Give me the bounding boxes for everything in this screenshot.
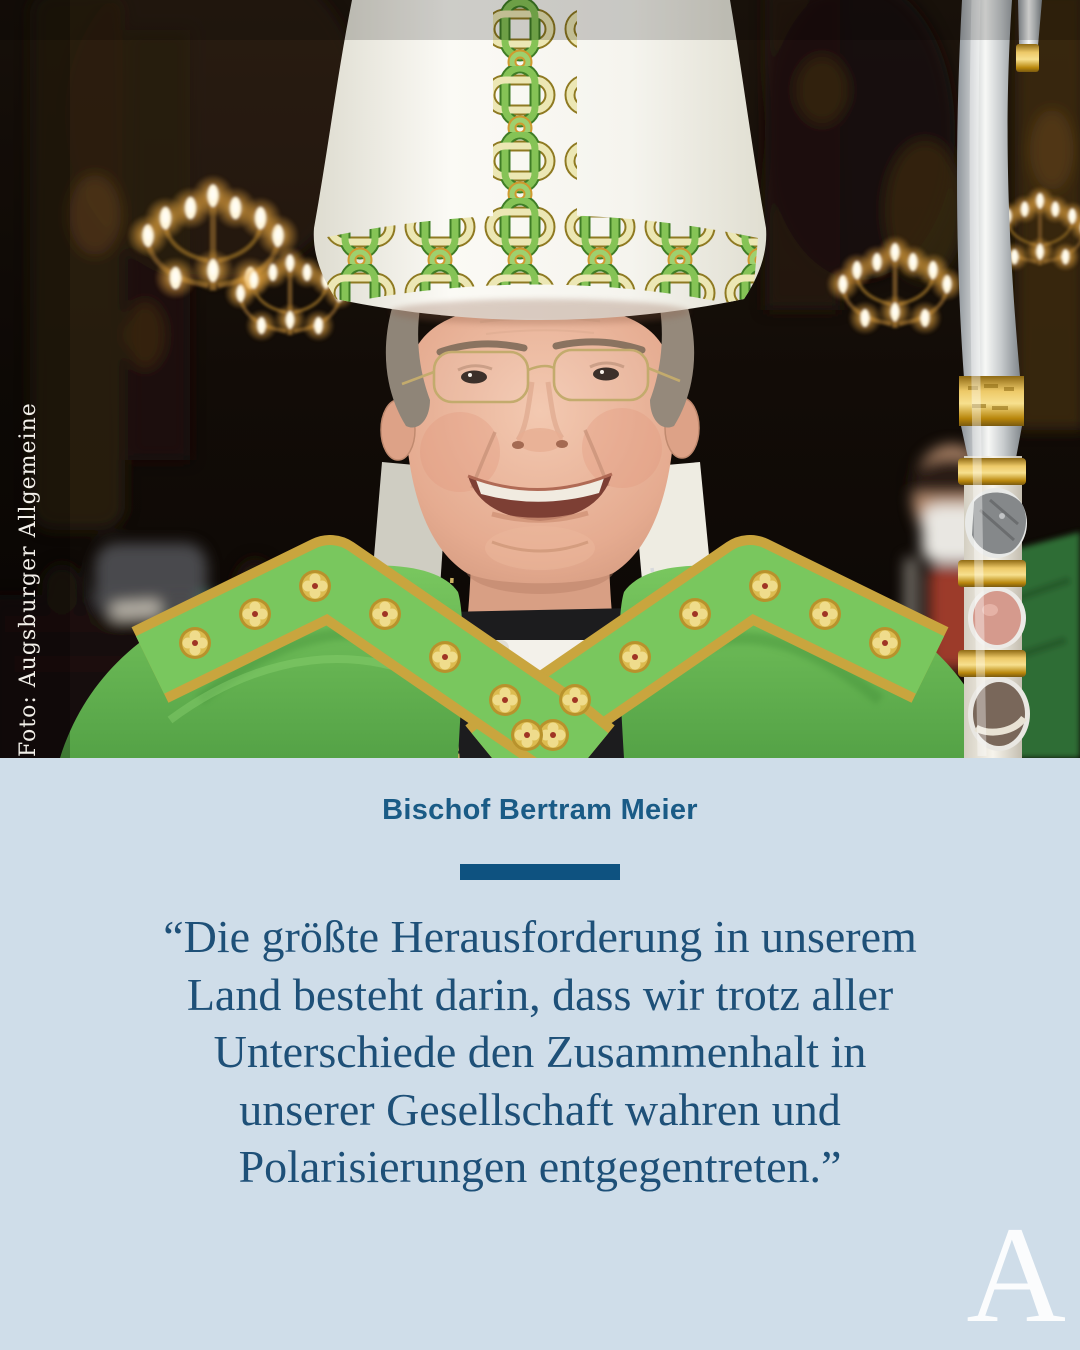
crosier-engraved-band: [959, 376, 1024, 426]
brand-logo-a: A: [966, 1198, 1066, 1350]
nose: [517, 428, 563, 452]
quote-line: Polarisierungen entgegentreten.”: [238, 1141, 842, 1192]
photo-credit: Foto: Augsburger Allgemeine: [16, 402, 41, 757]
quote-card: [0, 758, 1080, 1350]
quote-text: [0, 908, 1080, 1196]
quote-line: Land besteht darin, dass wir trotz aller: [186, 968, 894, 1020]
attribution-name: Bischof Bertram Meier: [382, 794, 698, 826]
divider-bar: [460, 864, 620, 880]
quote-line: “Die größte Herausforderung in unserem: [163, 911, 917, 962]
quote-line: unserer Gesellschaft wahren und: [239, 1083, 841, 1135]
quote-line: Unterschiede den Zusammenhalt in: [213, 1026, 867, 1077]
mitre: [314, 0, 767, 325]
